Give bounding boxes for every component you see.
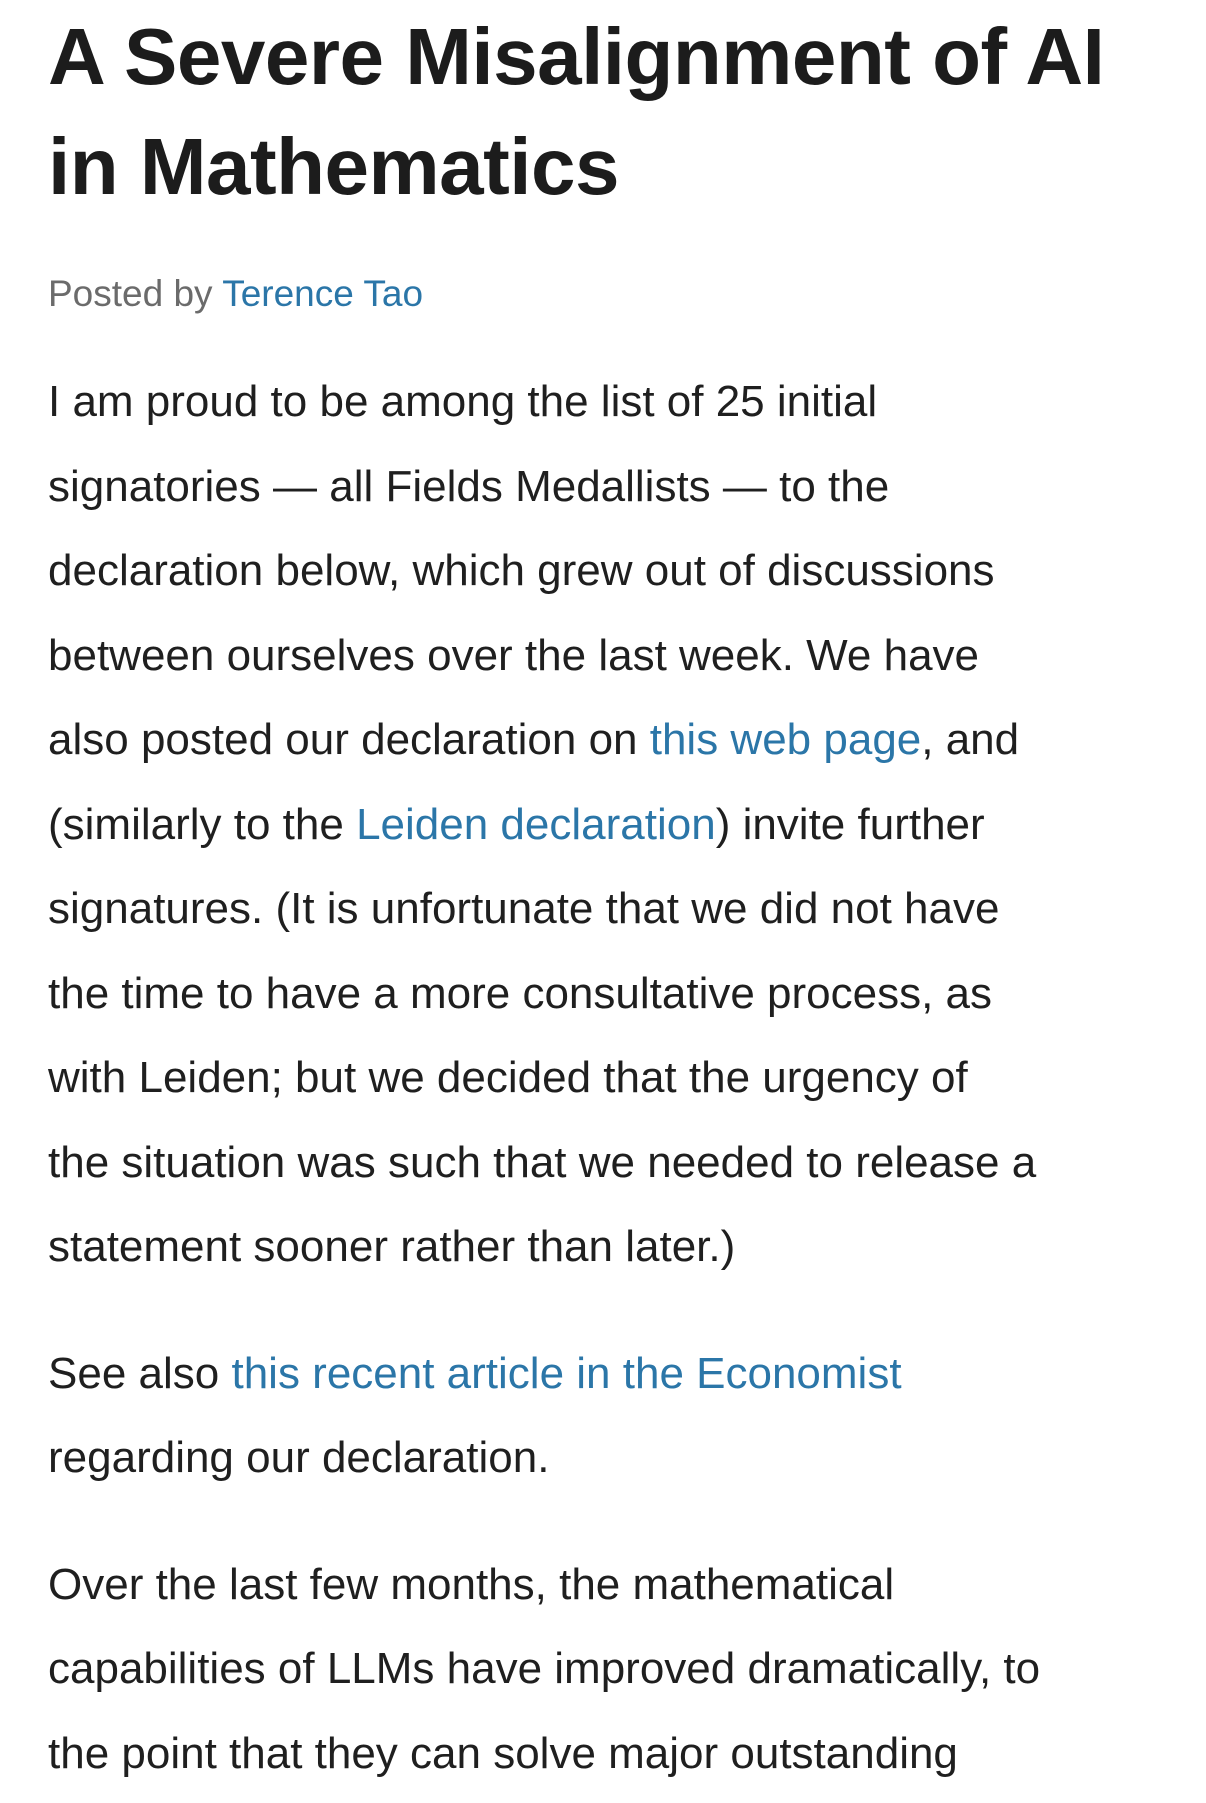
text-segment: ) invite further [715,799,985,849]
text-line [48,1332,1168,1417]
title-line: in Mathematics [48,122,619,211]
text-line: Over the last few months, the mathematical [48,1559,895,1609]
text-line [48,698,1168,783]
text-line [48,783,1168,868]
posted-by-label: Posted by [48,273,213,314]
text-line: with Leiden; but we decided that the urgency of [48,1053,968,1102]
article-content [48,0,1168,1796]
leiden-declaration-link[interactable]: Leiden declaration [356,799,716,849]
text-line: signatures. (It is unfortunate that we did not have [48,884,1000,933]
text-line: between ourselves over the last week. We have [48,630,980,680]
paragraph-capabilities [48,1543,1168,1797]
web-page-link[interactable]: this web page [649,715,922,764]
text-segment: See also [48,1348,232,1398]
text-line: signatories — all Fields Medallists — to the [48,461,890,511]
text-line: statement sooner rather than later.) [48,1222,736,1271]
paragraph-intro [48,360,1168,1290]
text-segment: also posted our declaration on [48,715,650,764]
paragraph-see-also [48,1332,1168,1501]
economist-article-link[interactable]: this recent article in the Economist [231,1348,902,1398]
author-link[interactable]: Terence Tao [222,273,424,314]
text-line: declaration below, which grew out of discussions [48,546,995,595]
text-line: the point that they can solve major outstanding [48,1728,958,1778]
text-line: capabilities of LLMs have improved dramatically, to [48,1644,1041,1693]
text-segment: , and [921,715,1020,764]
byline [48,270,1168,318]
text-line: I am proud to be among the list of 25 initial [48,377,878,426]
article-title [48,0,1168,222]
text-line: the time to have a more consultative process, as [48,968,993,1018]
text-line: the situation was such that we needed to release a [48,1137,1037,1187]
text-segment: (similarly to the [48,799,357,849]
title-line: A Severe Misalignment of AI [48,12,1105,101]
text-line: regarding our declaration. [48,1433,550,1482]
